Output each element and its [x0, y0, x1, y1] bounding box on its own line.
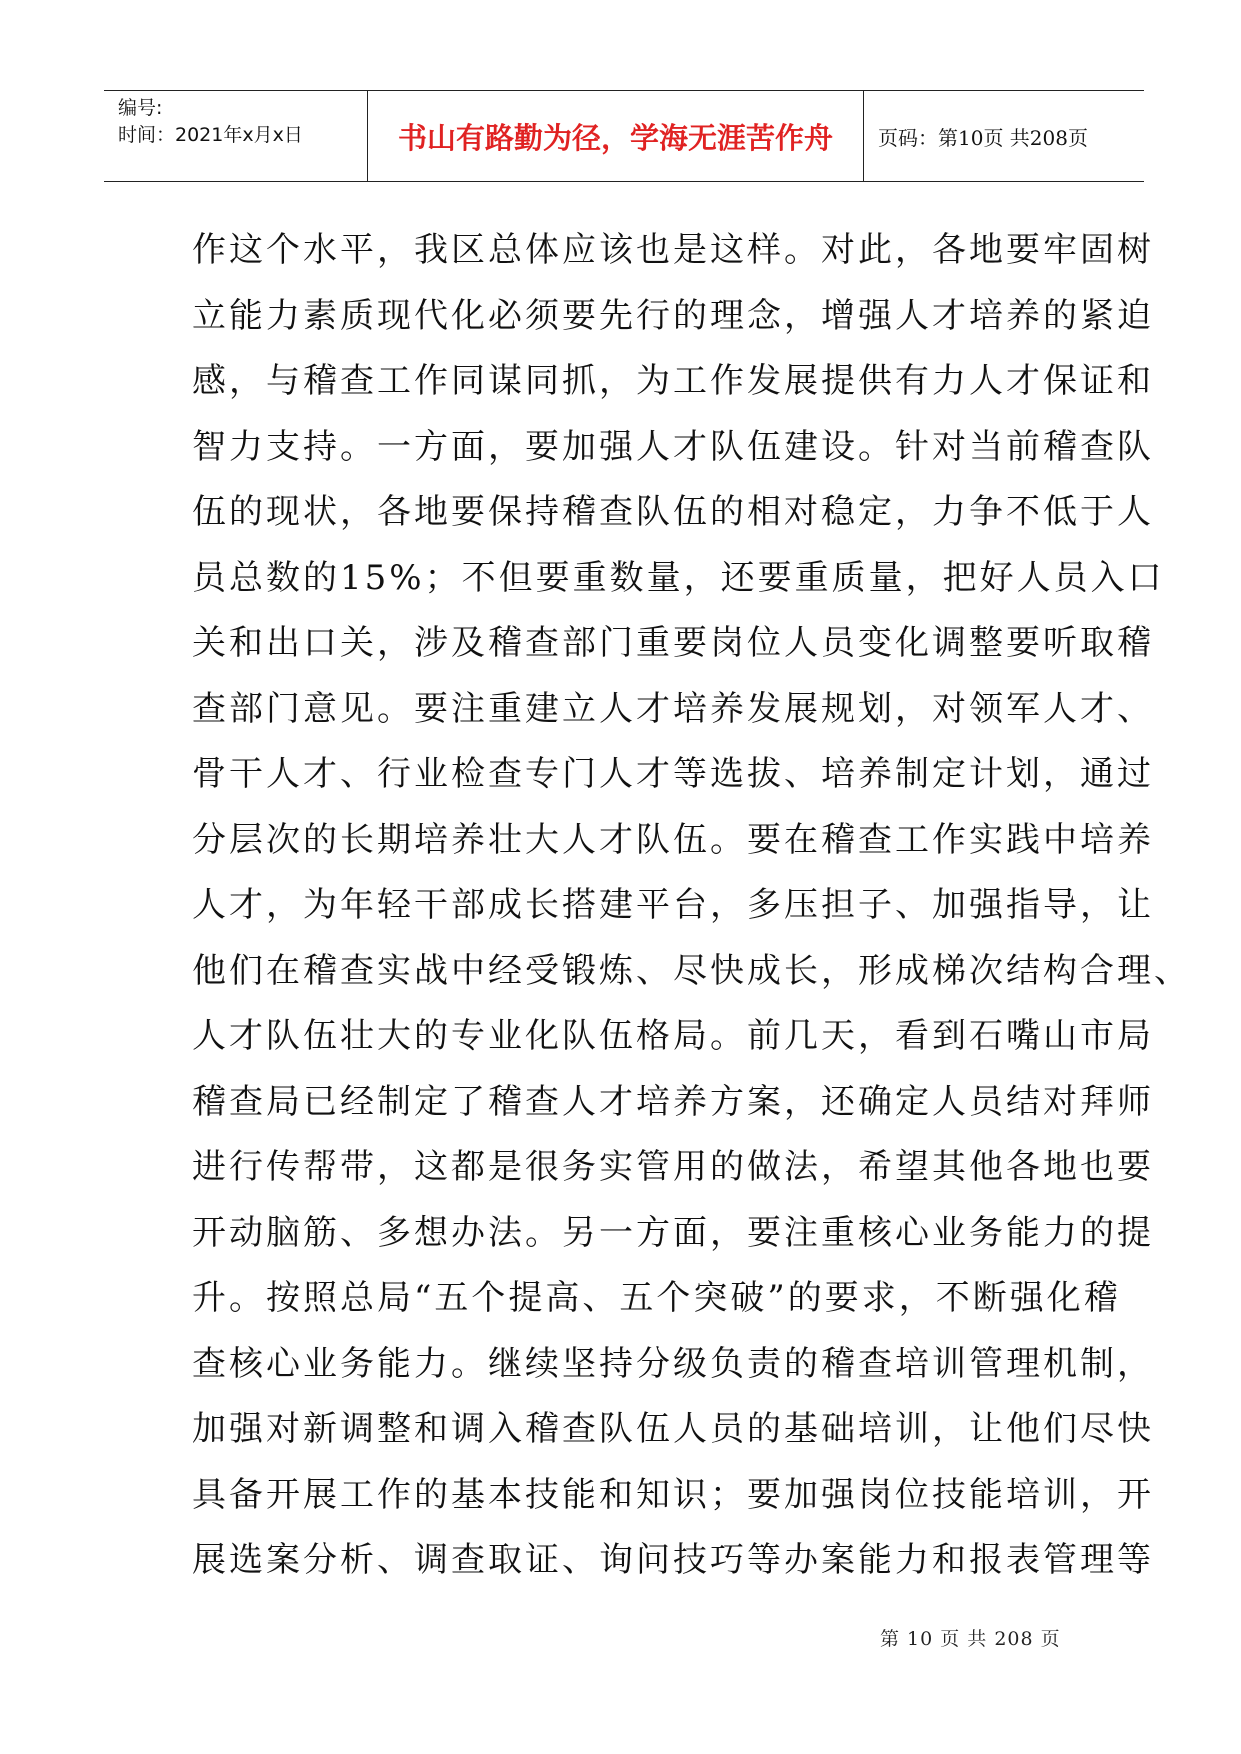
document-body: [192, 218, 1191, 1594]
body-line: 感，与稽查工作同谋同抓，为工作发展提供有力人才保证和: [192, 361, 1154, 401]
body-line: 查核心业务能力。继续坚持分级负责的稽查培训管理机制，: [192, 1343, 1154, 1384]
body-line: 查部门意见。要注重建立人才培养发展规划，对领军人才、: [192, 688, 1154, 729]
body-line: 作这个水平，我区总体应该也是这样。对此，各地要牢固树: [192, 230, 1154, 270]
body-line: 升。按照总局“五个提高、五个突破”的要求，不断强化稽: [192, 1278, 1121, 1318]
body-line: 立能力素质现代化必须要先行的理念，增强人才培养的紧迫: [192, 295, 1154, 336]
header-meta-cell: [104, 91, 368, 181]
body-line: 加强对新调整和调入稽查队伍人员的基础培训，让他们尽快: [192, 1409, 1154, 1449]
header-motto: 书山有路勤为径，学海无涯苦作舟: [368, 91, 864, 181]
body-line: 员总数的15%；不但要重数量，还要重质量，把好人员入口: [192, 557, 1165, 598]
body-line: 骨干人才、行业检查专门人才等选拔、培养制定计划，通过: [192, 754, 1154, 794]
body-line: 关和出口关，涉及稽查部门重要岗位人员变化调整要听取稽: [192, 623, 1154, 663]
header-page-info: 页码：第10页 共208页: [878, 125, 1088, 150]
page-footer: 第 10 页 共 208 页: [880, 1628, 1061, 1650]
body-line: 伍的现状，各地要保持稽查队伍的相对稳定，力争不低于人: [192, 492, 1154, 532]
body-line: 具备开展工作的基本技能和知识；要加强岗位技能培训，开: [192, 1474, 1154, 1515]
body-line: 稽查局已经制定了稽查人才培养方案，还确定人员结对拜师: [192, 1081, 1154, 1122]
body-line: 智力支持。一方面，要加强人才队伍建设。针对当前稽查队: [192, 426, 1154, 467]
body-line: 他们在稽查实战中经受锻炼、尽快成长，形成梯次结构合理、: [192, 950, 1191, 991]
body-line: 人才队伍壮大的专业化队伍格局。前几天，看到石嘴山市局: [192, 1016, 1154, 1056]
body-line: 开动脑筋、多想办法。另一方面，要注重核心业务能力的提: [192, 1212, 1154, 1253]
body-line: 人才，为年轻干部成长搭建平台，多压担子、加强指导，让: [192, 885, 1154, 925]
page-header: [104, 90, 1144, 182]
body-line: 展选案分析、调查取证、询问技巧等办案能力和报表管理等: [192, 1540, 1154, 1580]
body-line: 进行传帮带，这都是很务实管用的做法，希望其他各地也要: [192, 1147, 1154, 1187]
date-label: 时间：2021年x月x日: [118, 124, 303, 146]
serial-number-label: 编号:: [118, 97, 163, 119]
body-line: 分层次的长期培养壮大人才队伍。要在稽查工作实践中培养: [192, 819, 1154, 860]
